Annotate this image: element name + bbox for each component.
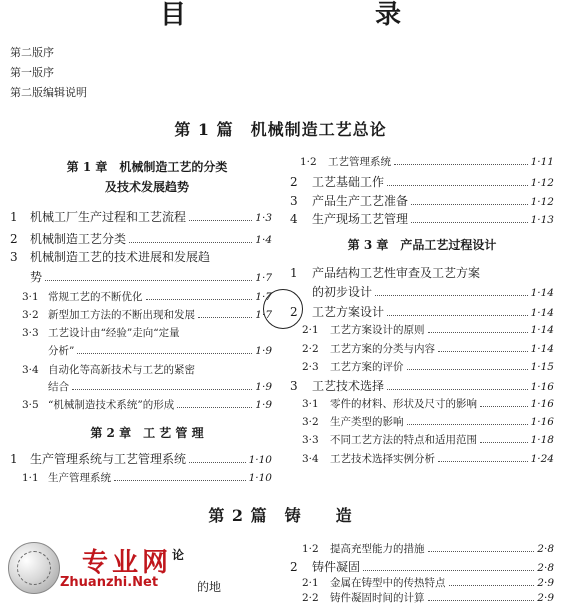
entry-page: 1·14 xyxy=(530,287,554,299)
entry-text: 工艺基础工作 xyxy=(312,175,385,189)
chapter-heading: 第 3 章 产品工艺过程设计 xyxy=(347,238,497,252)
toc-entry xyxy=(10,450,272,467)
front-matter-item: 第一版序 xyxy=(10,66,54,79)
entry-page: 1·9 xyxy=(255,399,272,411)
entry-page: 1·10 xyxy=(248,472,272,484)
front-matter-item: 第二版序 xyxy=(10,46,54,59)
entry-text: 工艺技术选择 xyxy=(312,379,385,393)
entry-page: 1·14 xyxy=(530,343,554,355)
toc-entry xyxy=(302,396,554,411)
entry-num: 2·2 xyxy=(302,592,319,604)
entry-page: 1·12 xyxy=(530,196,554,208)
entry-num: 3·5 xyxy=(22,399,39,411)
toc-entry xyxy=(302,541,554,556)
entry-num: 3·3 xyxy=(302,434,319,446)
entry-page: 2·9 xyxy=(537,577,554,589)
entry-num: 3 xyxy=(290,379,298,393)
watermark-logo-icon xyxy=(8,542,60,594)
toc-entry xyxy=(290,303,554,320)
entry-text: 工艺方案的评价 xyxy=(330,361,404,373)
toc-entry xyxy=(290,173,554,190)
hand-drawn-circle xyxy=(263,289,303,329)
page-title: 目 录 xyxy=(159,0,492,30)
toc-entry xyxy=(290,377,554,394)
toc-entry xyxy=(22,325,272,340)
entry-num: 3·4 xyxy=(302,453,319,465)
entry-page: 1·7 xyxy=(255,272,272,284)
entry-num: 3·4 xyxy=(22,364,39,376)
entry-num: 2 xyxy=(290,560,298,574)
entry-text-fragment: 的地 xyxy=(197,580,222,594)
entry-page: 1·16 xyxy=(530,398,554,410)
entry-page: 1·15 xyxy=(530,361,554,373)
toc-entry xyxy=(302,432,554,447)
entry-num: 2·3 xyxy=(302,361,319,373)
entry-page: 1·4 xyxy=(255,234,272,246)
toc-entry xyxy=(22,362,272,377)
entry-num: 2·1 xyxy=(302,324,319,336)
toc-entry xyxy=(302,575,554,590)
toc-entry-cont xyxy=(48,343,272,358)
entry-page: 1·16 xyxy=(530,381,554,393)
chapter-heading-fragment: 论 xyxy=(172,548,185,562)
entry-text: 机械制造工艺的技术进展和发展趋 xyxy=(30,250,211,264)
entry-page: 1·10 xyxy=(248,454,272,466)
entry-text: 机械制造工艺分类 xyxy=(30,232,127,246)
entry-page: 1·3 xyxy=(255,212,272,224)
toc-entry xyxy=(300,154,554,169)
entry-page: 2·9 xyxy=(537,592,554,604)
entry-text: 新型加工方法的不断出现和发展 xyxy=(48,309,195,321)
entry-num: 1·1 xyxy=(22,472,39,484)
entry-num: 1 xyxy=(10,210,18,224)
toc-entry-cont xyxy=(48,379,272,394)
entry-num: 2·1 xyxy=(302,577,319,589)
entry-num: 3·3 xyxy=(22,327,39,339)
chapter-heading: 第 1 章 机械制造工艺的分类 xyxy=(66,160,228,174)
toc-entry xyxy=(290,210,554,227)
entry-num: 3·1 xyxy=(302,398,319,410)
entry-num: 4 xyxy=(290,212,298,226)
entry-num: 1 xyxy=(10,452,18,466)
entry-page: 1·14 xyxy=(530,324,554,336)
entry-page: 2·8 xyxy=(537,543,554,555)
entry-num: 2 xyxy=(290,175,298,189)
toc-entry xyxy=(290,192,554,209)
entry-page: 1·7 xyxy=(255,291,272,303)
entry-text: 生产管理系统 xyxy=(48,472,111,484)
entry-text: 生产类型的影响 xyxy=(330,416,404,428)
entry-num: 3·2 xyxy=(22,309,39,321)
toc-entry xyxy=(290,264,554,281)
entry-text: 提高充型能力的措施 xyxy=(330,543,425,555)
entry-page: 1·13 xyxy=(530,214,554,226)
entry-page: 1·7 xyxy=(255,309,272,321)
entry-num: 3 xyxy=(10,250,18,264)
toc-entry xyxy=(22,397,272,412)
entry-text: 工艺管理系统 xyxy=(328,156,391,168)
entry-text: 结合 xyxy=(48,381,69,393)
entry-page: 1·11 xyxy=(530,156,554,168)
entry-num: 3 xyxy=(290,194,298,208)
entry-text: 自动化等高新技术与工艺的紧密 xyxy=(48,364,195,376)
front-matter-item: 第二版编辑说明 xyxy=(10,86,87,99)
entry-text: 产品生产工艺准备 xyxy=(312,194,409,208)
entry-text: 不同工艺方法的特点和适用范围 xyxy=(330,434,477,446)
toc-entry xyxy=(302,590,554,605)
entry-text: 工艺方案设计的原则 xyxy=(330,324,425,336)
toc-entry xyxy=(10,230,272,247)
entry-text: 工艺设计由“经验”走向“定量 xyxy=(48,327,180,339)
toc-entry xyxy=(302,341,554,356)
entry-text: 零件的材料、形状及尺寸的影响 xyxy=(330,398,477,410)
chapter-heading-cont: 及技术发展趋势 xyxy=(104,180,189,194)
entry-text: 铸件凝固时间的计算 xyxy=(330,592,425,604)
entry-page: 1·16 xyxy=(530,416,554,428)
entry-num: 2 xyxy=(10,232,18,246)
entry-text: 机械工厂生产过程和工艺流程 xyxy=(30,210,187,224)
entry-page: 1·12 xyxy=(530,177,554,189)
entry-text: 生产现场工艺管理 xyxy=(312,212,409,226)
entry-text: “机械制造技术系统”的形成 xyxy=(48,399,175,411)
entry-num: 1·2 xyxy=(300,156,317,168)
entry-text: 工艺方案的分类与内容 xyxy=(330,343,435,355)
toc-entry xyxy=(22,289,272,304)
entry-text: 金属在铸型中的传热特点 xyxy=(330,577,446,589)
entry-page: 1·18 xyxy=(530,434,554,446)
entry-text: 工艺技术选择实例分析 xyxy=(330,453,435,465)
toc-entry xyxy=(302,322,554,337)
toc-entry xyxy=(10,208,272,225)
entry-page: 1·9 xyxy=(255,345,272,357)
entry-page: 2·8 xyxy=(537,562,554,574)
entry-text: 生产管理系统与工艺管理系统 xyxy=(30,452,187,466)
entry-num: 3·2 xyxy=(302,416,319,428)
entry-page: 1·24 xyxy=(530,453,554,465)
watermark-url: Zhuanzhi.Net xyxy=(60,575,159,590)
toc-entry-cont xyxy=(312,283,554,300)
toc-entry xyxy=(10,248,272,265)
toc-entry xyxy=(290,558,554,575)
watermark-text: 专业网 xyxy=(82,548,173,578)
toc-entry xyxy=(302,451,554,466)
entry-text: 常规工艺的不断优化 xyxy=(48,291,143,303)
entry-text: 产品结构工艺性审查及工艺方案 xyxy=(312,266,481,280)
entry-text: 铸件凝固 xyxy=(312,560,361,574)
chapter-heading: 第 2 章 工 艺 管 理 xyxy=(90,426,204,440)
entry-text: 工艺方案设计 xyxy=(312,305,385,319)
toc-entry xyxy=(302,359,554,374)
entry-num: 1 xyxy=(290,266,298,280)
part-heading: 第 1 篇 机械制造工艺总论 xyxy=(174,120,387,139)
toc-entry-cont xyxy=(30,268,272,285)
toc-entry xyxy=(22,470,272,485)
entry-num: 2·2 xyxy=(302,343,319,355)
part-heading: 第 2 篇 铸 造 xyxy=(208,506,353,525)
entry-num: 2 xyxy=(290,305,298,319)
entry-page: 1·14 xyxy=(530,307,554,319)
entry-text: 的初步设计 xyxy=(312,285,373,299)
toc-entry xyxy=(302,414,554,429)
entry-text: 分析” xyxy=(48,345,75,357)
entry-page: 1·9 xyxy=(255,381,272,393)
entry-text: 势 xyxy=(30,270,43,284)
toc-entry xyxy=(22,307,272,322)
entry-num: 1·2 xyxy=(302,543,319,555)
entry-num: 3·1 xyxy=(22,291,39,303)
